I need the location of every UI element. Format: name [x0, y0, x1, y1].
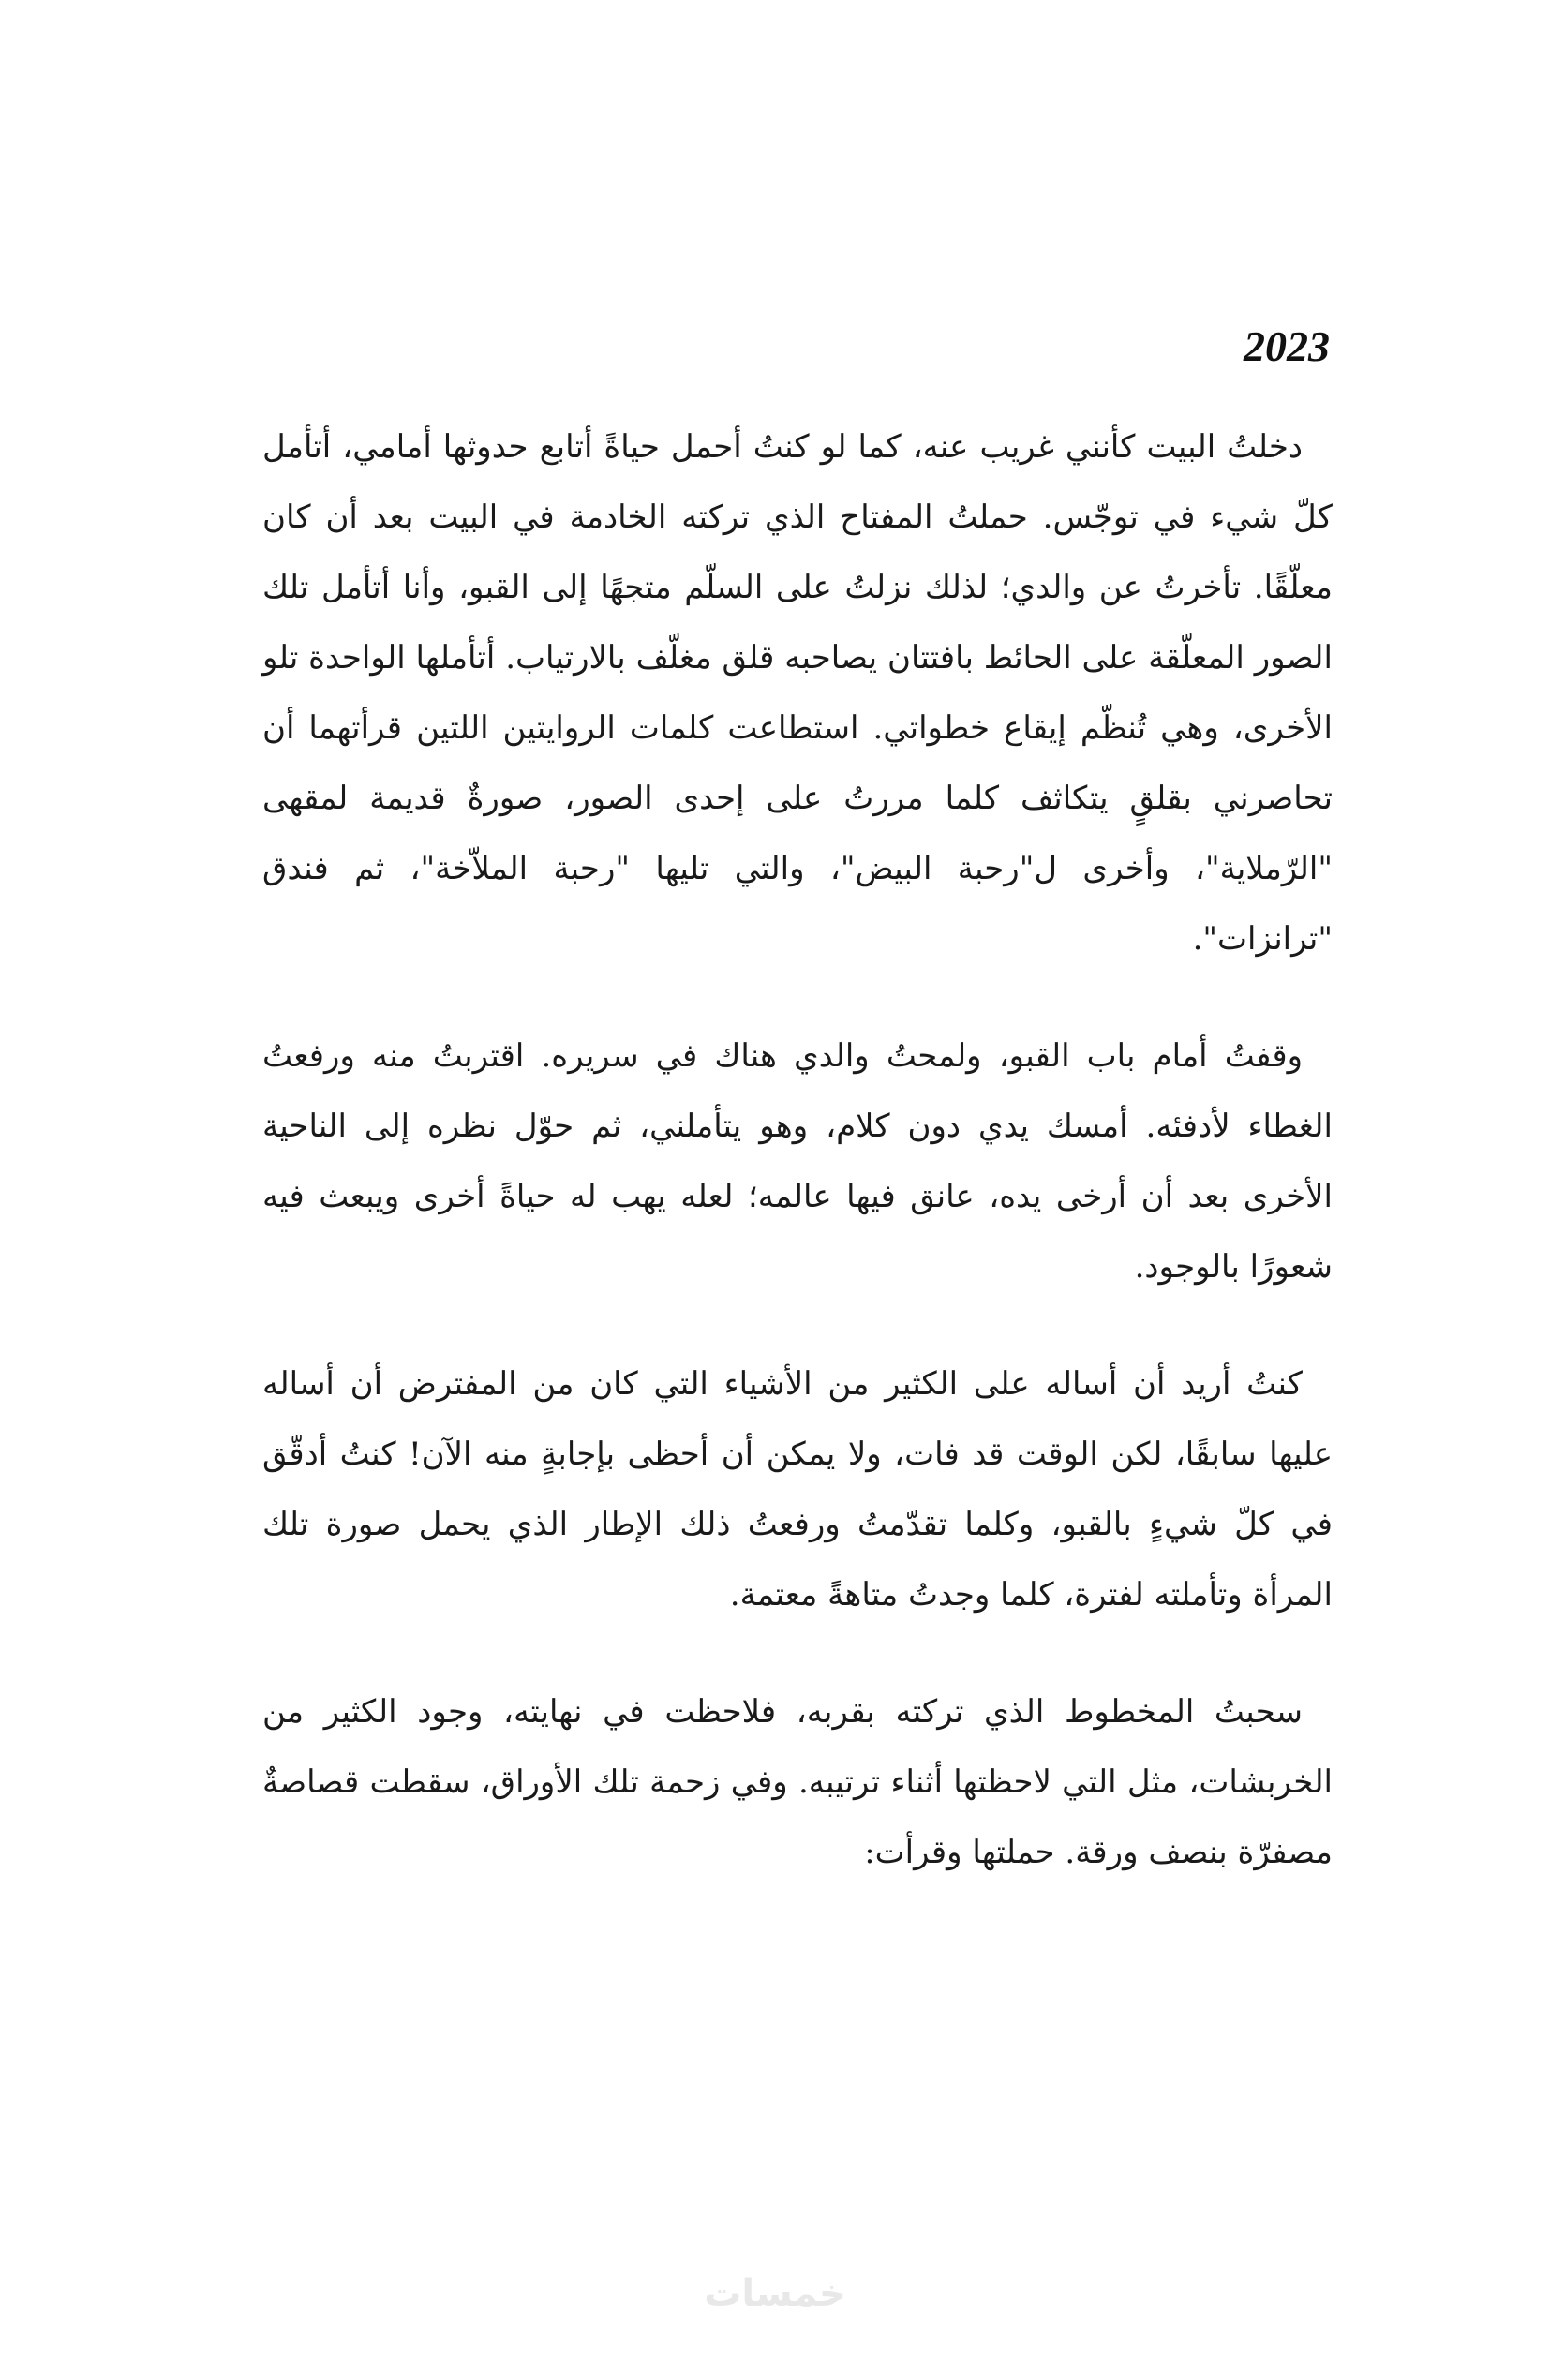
body-text [262, 412, 1333, 1935]
chapter-year-heading: 2023 [1244, 322, 1330, 370]
paragraph-1: دخلتُ البيت كأنني غريب عنه، كما لو كنتُ أحمل حياةً أتابع حدوثها أمامي، أتأمل كلّ شيء في توجّس. حملتُ المفتاح الذي تركته الخادمة في البيت بعد أن كان معلّقًا. تأخرتُ عن والدي؛ لذلك نزلتُ على السلّم متجهًا إلى القبو، وأنا أتأمل تلك الصور المعلّقة على الحائط بافتتان يصاحبه قلق مغلّف بالارتياب. أتأملها الواحدة تلو الأخرى، وهي تُنظّم إيقاع خطواتي. استطاعت كلمات الروايتين اللتين قرأتهما أن تحاصرني بقلقٍ يتكاثف كلما مررتُ على إحدى الصور، صورةٌ قديمة لمقهى "الرّملاية"، وأخرى ل"رحبة البيض"، والتي تليها "رحبة الملاّخة"، ثم فندق "ترانزات". [262, 428, 1333, 958]
watermark-logo: خمسات [704, 2272, 846, 2315]
paragraph-3: كنتُ أريد أن أساله على الكثير من الأشياء التي كان من المفترض أن أساله عليها سابقًا، لكن الوقت قد فات، ولا يمكن أن أحظى بإجابةٍ منه الآن! كنتُ أدقّق في كلّ شيءٍ بالقبو، وكلما تقدّمتُ ورفعتُ ذلك الإطار الذي يحمل صورة تلك المرأة وتأملته لفترة، كلما وجدتُ متاهةً معتمة. [262, 1365, 1333, 1614]
paragraph-4: سحبتُ المخطوط الذي تركته بقربه، فلاحظت في نهايته، وجود الكثير من الخربشات، مثل التي لاحظتها أثناء ترتيبه. وفي زحمة تلك الأوراق، سقطت قصاصةٌ مصفرّة بنصف ورقة. حملتها وقرأت: [262, 1693, 1333, 1871]
paragraph-2: وقفتُ أمام باب القبو، ولمحتُ والدي هناك في سريره. اقتربتُ منه ورفعتُ الغطاء لأدفئه. أمسك يدي دون كلام، وهو يتأملني، ثم حوّل نظره إلى الناحية الأخرى بعد أن أرخى يده، عانق فيها عالمه؛ لعله يهب له حياةً أخرى ويبعث فيه شعورًا بالوجود. [262, 1037, 1333, 1286]
